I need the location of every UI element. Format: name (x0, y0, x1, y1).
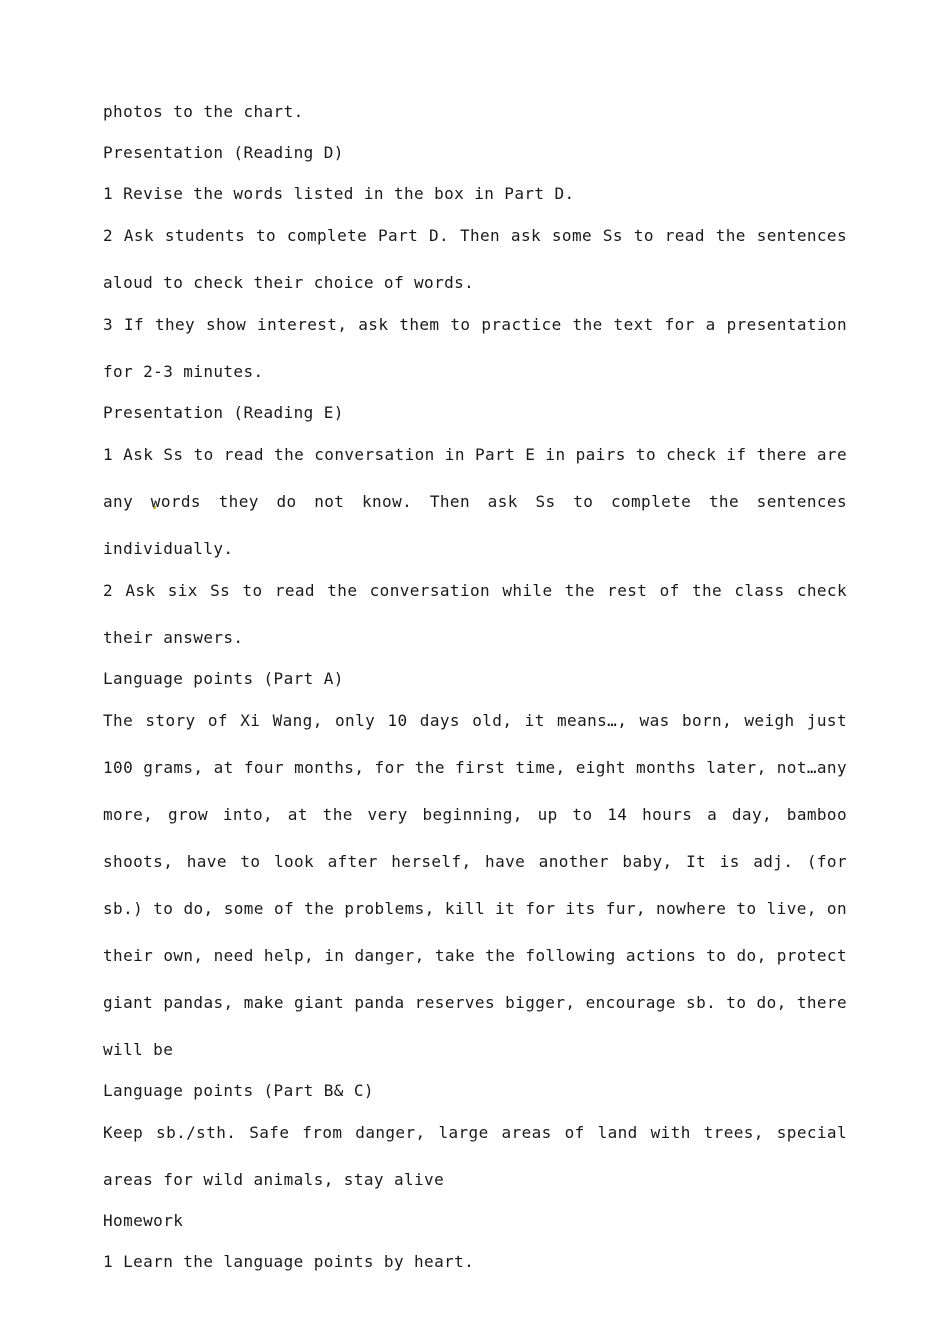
section-heading-language-points-a: Language points (Part A) (103, 669, 344, 688)
language-points-paragraph: Keep sb./sth. Safe from danger, large areas of land with trees, special areas for wild animals, stay alive (103, 1123, 847, 1189)
section-heading-homework: Homework (103, 1211, 184, 1230)
text-fragment: words they do not know. Then ask Ss to complete the sentences individually. (103, 492, 847, 558)
text-line: photos to the chart. (103, 102, 304, 121)
step-item: 2 Ask six Ss to read the conversation while the rest of the class check their answers. (103, 581, 847, 647)
document-page (103, 100, 847, 1291)
section-heading-language-points-bc: Language points (Part B& C) (103, 1081, 374, 1100)
step-item: 1 Revise the words listed in the box in Part D. (103, 184, 575, 203)
text-fragment: 1 Ask Ss to read the conversation in Part E in pairs to check if there are any (103, 445, 847, 511)
section-heading-reading-d: Presentation (Reading D) (103, 143, 344, 162)
homework-item: 1 Learn the language points by heart. (103, 1252, 475, 1271)
language-points-paragraph: The story of Xi Wang, only 10 days old, it means…, was born, weigh just 100 grams, at four months, for the first time, eight months later, not…any more, grow into, at the very beginning, up to 14 hours a day, bamboo shoots, have to look after herself, have another baby, It is adj. (for sb.) to do, some of the problems, kill it for its fur, nowhere to live, on their own, need help, in danger, take the following actions to do, protect giant pandas, make giant panda reserves bigger, encourage sb. to do, there will be (103, 711, 847, 1059)
section-heading-reading-e: Presentation (Reading E) (103, 403, 344, 422)
step-item: 3 If they show interest, ask them to practice the text for a presentation for 2-3 minutes. (103, 315, 847, 381)
step-item (103, 431, 847, 572)
step-item: 2 Ask students to complete Part D. Then ask some Ss to read the sentences aloud to check their choice of words. (103, 226, 847, 292)
